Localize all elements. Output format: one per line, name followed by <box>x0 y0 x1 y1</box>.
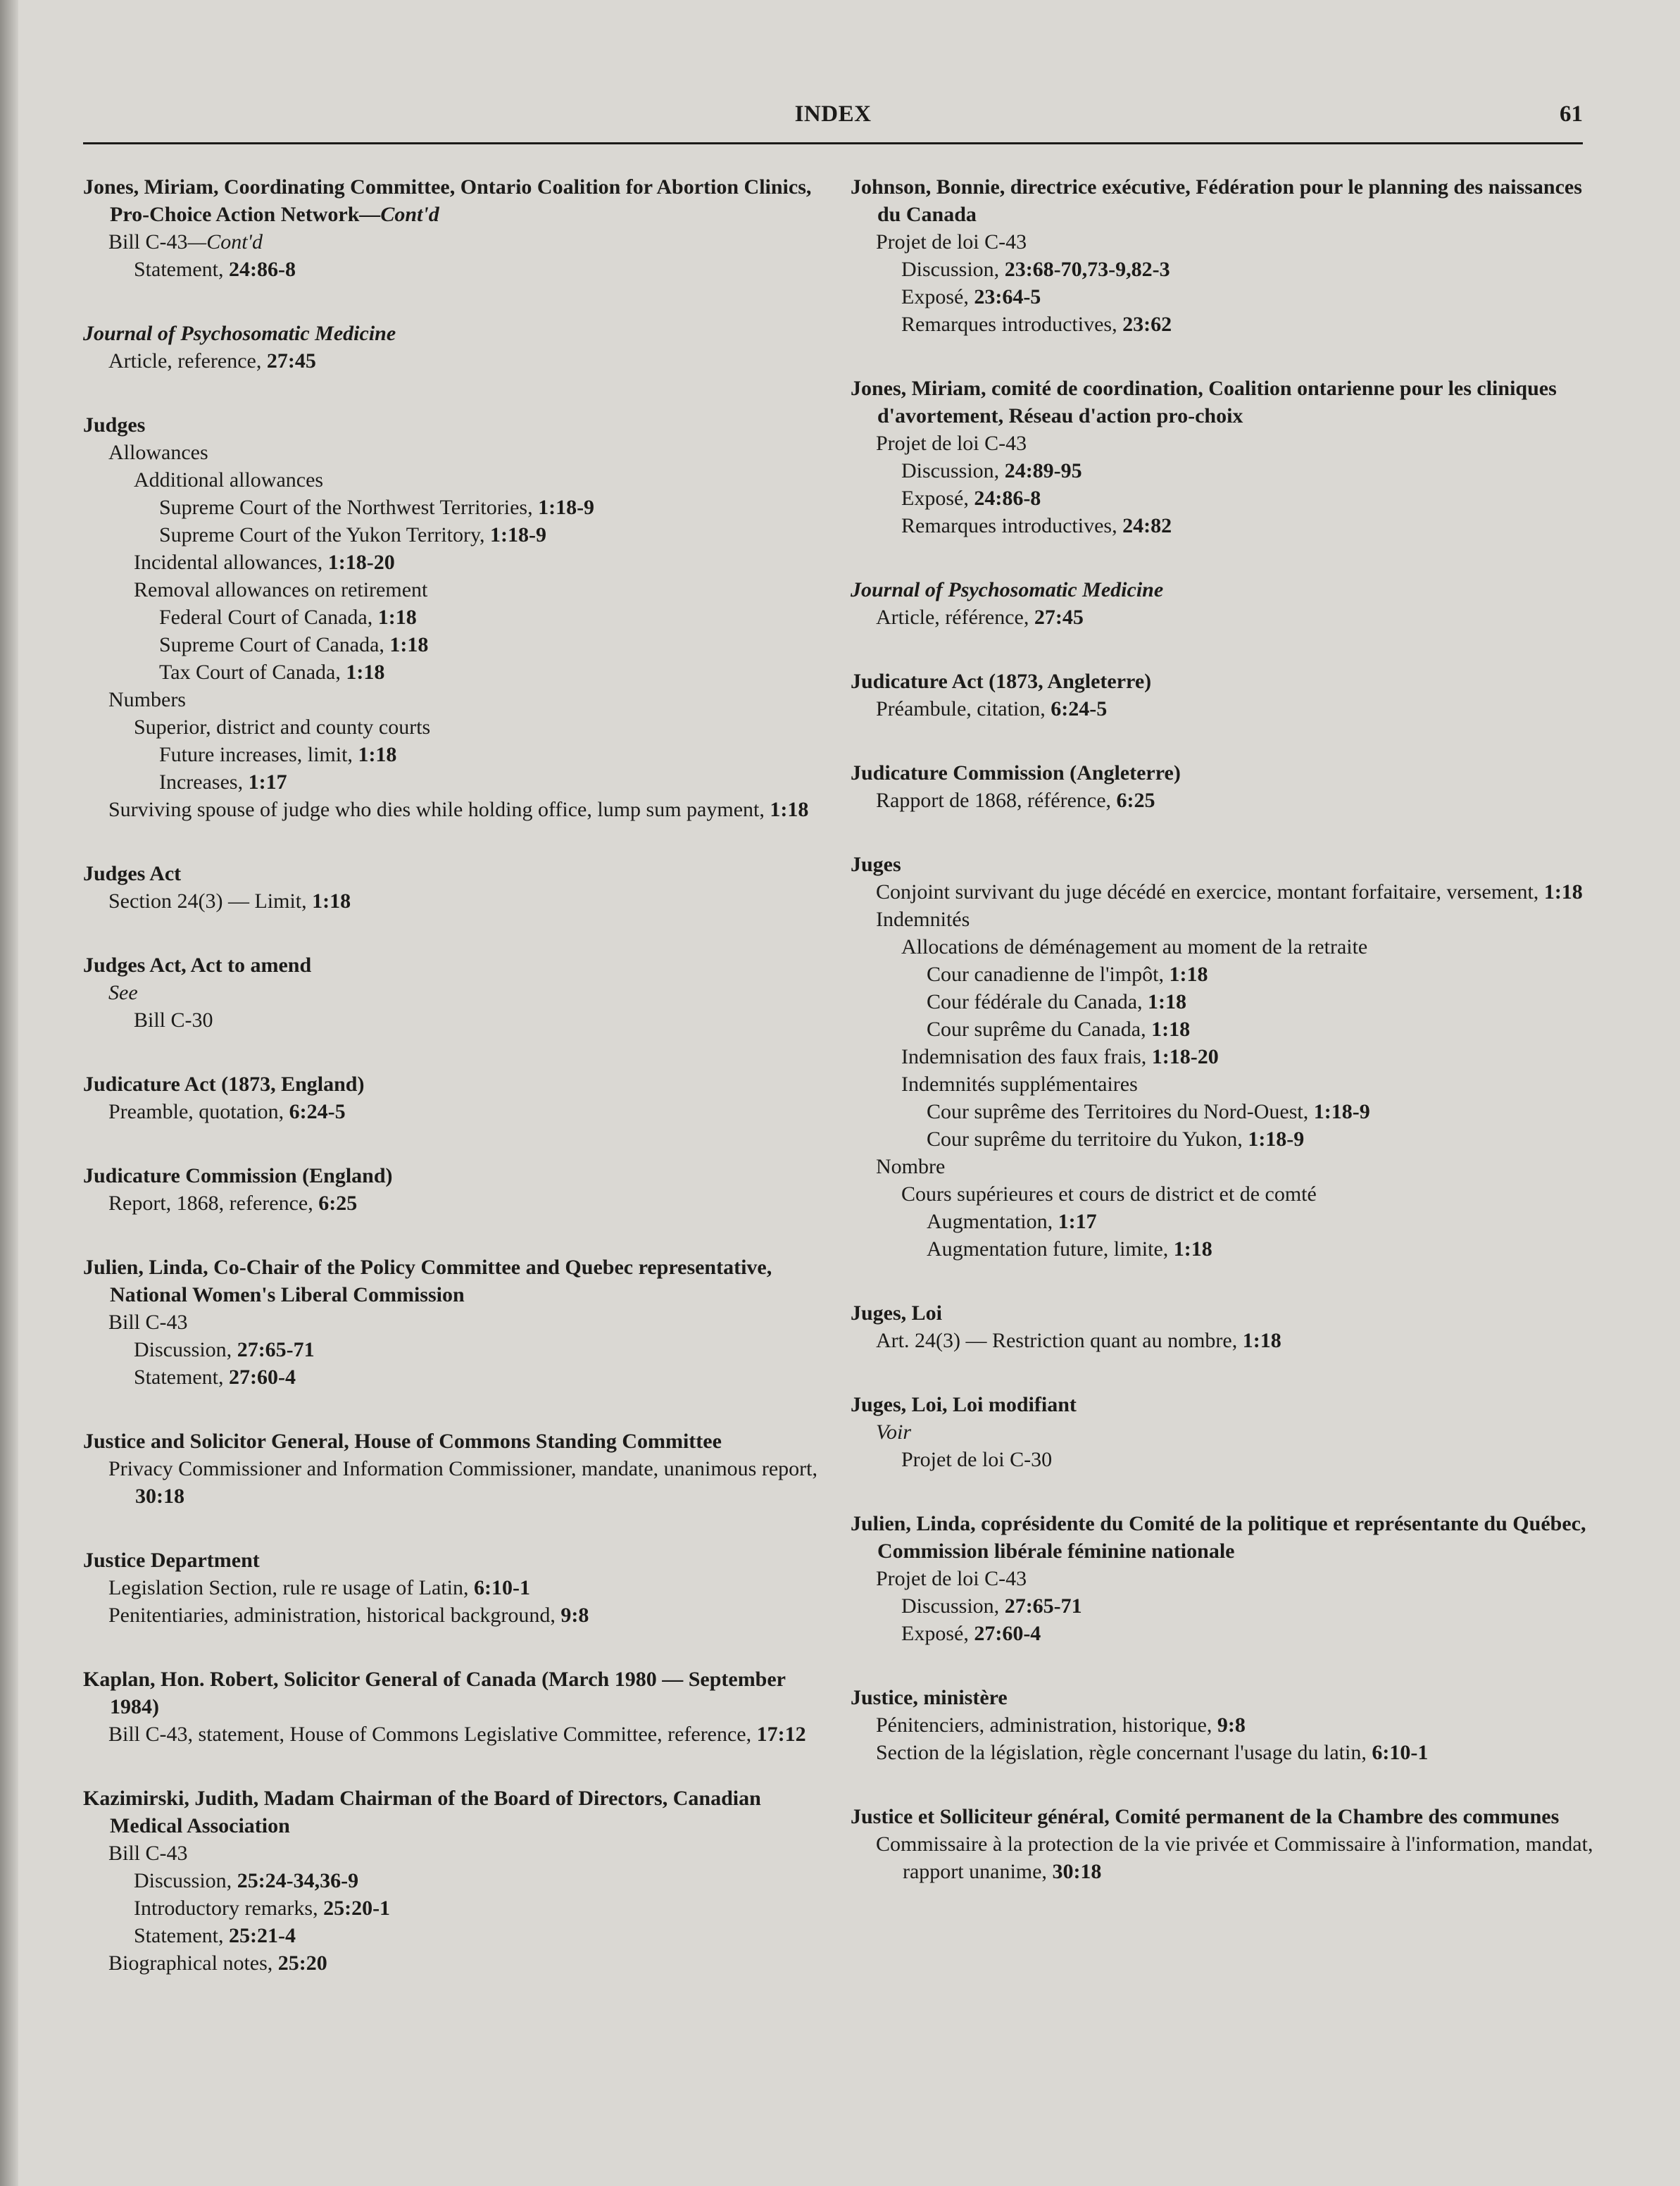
entry-heading-text: Justice, ministère <box>851 1686 1008 1709</box>
subline-text: Préambule, citation, <box>876 697 1051 720</box>
page-reference: 30:18 <box>135 1485 184 1508</box>
page-reference: 1:18-9 <box>1313 1100 1370 1123</box>
page-reference: 24:89-95 <box>1004 459 1082 482</box>
entry-heading <box>83 1162 831 1189</box>
entry-subline <box>851 1125 1598 1153</box>
index-entry <box>83 951 831 1034</box>
entry-subline <box>851 1592 1598 1620</box>
page-reference: 25:20 <box>277 1951 327 1975</box>
entry-subline <box>83 347 831 375</box>
entry-heading-text: Judicature Commission (Angleterre) <box>851 761 1181 785</box>
entry-heading <box>83 860 831 887</box>
subline-text: Bill C-43 <box>108 1311 188 1334</box>
subline-text: Discussion, <box>901 258 1005 281</box>
subline-text: Article, référence, <box>876 606 1034 629</box>
page-reference: 24:82 <box>1122 514 1172 537</box>
entry-subline <box>851 1098 1598 1125</box>
entry-subline <box>83 979 831 1006</box>
entry-subline <box>83 713 831 741</box>
entry-heading <box>851 576 1598 604</box>
page-reference: 23:68-70,73-9,82-3 <box>1004 258 1170 281</box>
page-reference: 27:60-4 <box>228 1366 296 1389</box>
index-entry <box>851 1391 1598 1473</box>
entry-subline <box>83 1363 831 1391</box>
page-reference: 27:65-71 <box>1004 1594 1082 1618</box>
subline-text: Statement, <box>134 258 229 281</box>
entry-subline <box>83 1720 831 1748</box>
entry-heading-text: Julien, Linda, Co-Chair of the Policy Committee and Quebec representative, National Women's Liberal Commission <box>83 1256 772 1306</box>
page-title: INDEX <box>794 101 872 127</box>
subline-text: See <box>108 981 138 1004</box>
subline-text: Report, 1868, reference, <box>108 1192 319 1215</box>
subline-text: Legislation Section, rule re usage of Latin, <box>108 1576 475 1599</box>
subline-text: Commissaire à la protection de la vie privée et Commissaire à l'information, mandat, rapport unanime, <box>876 1832 1593 1883</box>
entry-subline <box>83 466 831 494</box>
subline-text: Bill C-43 <box>108 1842 188 1865</box>
subline-text: Statement, <box>134 1924 229 1947</box>
index-entry <box>851 1299 1598 1354</box>
entry-subline <box>83 604 831 631</box>
entry-subline <box>83 631 831 658</box>
entry-heading-text: Judges <box>83 413 146 437</box>
subline-text: Tax Court of Canada, <box>159 661 346 684</box>
entry-subline <box>83 549 831 576</box>
entry-subline <box>83 1949 831 1977</box>
entry-subline <box>851 1830 1598 1885</box>
entry-heading-text: Judicature Commission (England) <box>83 1164 393 1187</box>
entry-subline <box>83 887 831 915</box>
subline-text: Cour suprême du territoire du Yukon, <box>927 1128 1248 1151</box>
page-reference: 1:18 <box>770 798 809 821</box>
page-reference: 9:8 <box>1217 1713 1246 1737</box>
subline-text: Supreme Court of Canada, <box>159 633 390 656</box>
page-reference: 1:18-9 <box>538 496 595 519</box>
subline-text: Projet de loi C-43 <box>876 230 1027 254</box>
entry-heading-text: Juges, Loi, Loi modifiant <box>851 1393 1077 1416</box>
subline-text: Supreme Court of the Northwest Territories, <box>159 496 539 519</box>
entry-subline <box>83 1098 831 1125</box>
subline-text: Bill C-43 <box>108 230 188 254</box>
page-reference: 1:18-9 <box>490 523 547 546</box>
page-reference: 1:18-20 <box>327 551 395 574</box>
entry-subline <box>83 1922 831 1949</box>
subline-text: Additional allowances <box>134 468 324 492</box>
entry-subline <box>851 485 1598 512</box>
entry-subline <box>851 256 1598 283</box>
page-reference: 1:18-9 <box>1248 1128 1305 1151</box>
entry-subline <box>851 988 1598 1016</box>
entry-subline <box>851 1153 1598 1180</box>
entry-subline <box>83 256 831 283</box>
subline-text: Discussion, <box>901 459 1005 482</box>
entry-subline <box>851 512 1598 539</box>
subline-text: Future increases, limit, <box>159 743 358 766</box>
entry-heading <box>851 1510 1598 1565</box>
page-reference: 1:18 <box>346 661 385 684</box>
page-reference: 1:18 <box>1173 1237 1212 1261</box>
entry-heading-text: Judges Act, Act to amend <box>83 954 312 977</box>
entry-subline <box>851 1565 1598 1592</box>
subline-text: Increases, <box>159 770 249 794</box>
subline-text: Conjoint survivant du juge décédé en exercice, montant forfaitaire, versement, <box>876 880 1544 904</box>
entry-heading-suffix: —Cont'd <box>359 203 439 226</box>
entry-heading <box>83 1785 831 1840</box>
page-reference: 6:25 <box>1116 789 1155 812</box>
subline-text: Augmentation, <box>927 1210 1058 1233</box>
entry-subline <box>83 1309 831 1336</box>
page-reference: 27:45 <box>266 349 316 373</box>
entry-subline <box>851 906 1598 933</box>
subline-text: Section 24(3) — Limit, <box>108 889 313 913</box>
subline-text: Indemnités <box>876 908 970 931</box>
page-reference: 1:18 <box>1151 1018 1191 1041</box>
entry-subline <box>83 1189 831 1217</box>
entry-heading-text: Judicature Act (1873, England) <box>83 1073 365 1096</box>
entry-heading <box>851 851 1598 878</box>
entry-heading <box>851 1299 1598 1327</box>
subline-text: Cour suprême du Canada, <box>927 1018 1152 1041</box>
page-reference: 25:20-1 <box>323 1897 391 1920</box>
entry-heading <box>851 668 1598 695</box>
entry-subline <box>83 521 831 549</box>
index-entry <box>83 1254 831 1391</box>
entry-subline <box>851 457 1598 485</box>
entry-heading-text: Justice Department <box>83 1549 260 1572</box>
entry-subline <box>851 1043 1598 1070</box>
subline-text: Section de la législation, règle concernant l'usage du latin, <box>876 1741 1372 1764</box>
entry-subline <box>83 658 831 686</box>
page-reference: 1:17 <box>1058 1210 1097 1233</box>
page-reference: 1:18 <box>1242 1329 1281 1352</box>
subline-text: Preamble, quotation, <box>108 1100 289 1123</box>
entry-heading-text: Johnson, Bonnie, directrice exécutive, Fédération pour le planning des naissances du Canada <box>851 175 1582 226</box>
entry-subline <box>851 1446 1598 1473</box>
entry-heading <box>851 375 1598 430</box>
entry-heading <box>851 1391 1598 1418</box>
subline-text: Art. 24(3) — Restriction quant au nombre, <box>876 1329 1243 1352</box>
page-header <box>83 99 1583 138</box>
entry-subline <box>851 228 1598 256</box>
entry-subline <box>851 961 1598 988</box>
index-column-left <box>83 173 831 2013</box>
page-reference: 6:25 <box>318 1192 358 1215</box>
entry-heading-text: Justice and Solicitor General, House of Commons Standing Committee <box>83 1430 722 1453</box>
entry-subline <box>83 494 831 521</box>
index-entry <box>851 173 1598 338</box>
page-reference: 1:18 <box>358 743 397 766</box>
page-reference: 1:18 <box>1543 880 1583 904</box>
subline-text: Incidental allowances, <box>134 551 328 574</box>
page-reference: 27:60-4 <box>974 1622 1041 1645</box>
entry-heading <box>851 1684 1598 1711</box>
entry-heading <box>83 1666 831 1720</box>
entry-subline <box>851 933 1598 961</box>
page-reference: 1:18 <box>377 606 417 629</box>
index-entry <box>851 668 1598 723</box>
page-number: 61 <box>1560 101 1583 127</box>
entry-subline <box>851 1208 1598 1235</box>
index-entry <box>851 1684 1598 1766</box>
entry-subline <box>851 311 1598 338</box>
subline-text: Supreme Court of the Yukon Territory, <box>159 523 491 546</box>
entry-subline <box>851 695 1598 723</box>
entry-heading <box>851 759 1598 787</box>
subline-text: Pénitenciers, administration, historique, <box>876 1713 1217 1737</box>
page-gutter-shadow <box>0 0 18 2186</box>
entry-subline <box>83 741 831 768</box>
entry-subline <box>851 1711 1598 1739</box>
subline-suffix: —Cont'd <box>187 230 263 254</box>
page-reference: 9:8 <box>560 1604 589 1627</box>
subline-text: Exposé, <box>901 487 974 510</box>
entry-subline <box>851 430 1598 457</box>
subline-text: Surviving spouse of judge who dies while holding office, lump sum payment, <box>108 798 770 821</box>
entry-subline <box>83 1601 831 1629</box>
index-column-right <box>851 173 1598 1922</box>
index-entry <box>851 375 1598 539</box>
subline-text: Cours supérieures et cours de district et de comté <box>901 1182 1317 1206</box>
entry-subline <box>851 1235 1598 1263</box>
entry-heading <box>83 1254 831 1309</box>
subline-text: Projet de loi C-43 <box>876 432 1027 455</box>
entry-subline <box>83 1006 831 1034</box>
subline-text: Bill C-30 <box>134 1008 213 1032</box>
entry-subline <box>83 439 831 466</box>
page-reference: 1:18 <box>312 889 351 913</box>
index-entry <box>851 1803 1598 1885</box>
subline-text: Allocations de déménagement au moment de la retraite <box>901 935 1368 958</box>
entry-subline <box>851 1418 1598 1446</box>
entry-subline <box>83 1867 831 1894</box>
entry-heading-text: Jones, Miriam, Coordinating Committee, Ontario Coalition for Abortion Clinics, Pro-Choice Action Network <box>83 175 812 226</box>
subline-text: Indemnisation des faux frais, <box>901 1045 1152 1068</box>
subline-text: Bill C-43, statement, House of Commons Legislative Committee, reference, <box>108 1723 757 1746</box>
entry-heading-text: Jones, Miriam, comité de coordination, Coalition ontarienne pour les cliniques d'avortement, Réseau d'action pro-choix <box>851 377 1557 427</box>
entry-subline <box>851 1620 1598 1647</box>
page-reference: 1:18 <box>389 633 429 656</box>
page-reference: 25:24-34,36-9 <box>237 1869 359 1892</box>
entry-subline <box>851 787 1598 814</box>
index-entry <box>83 411 831 823</box>
index-entry <box>83 1070 831 1125</box>
index-entry <box>83 1785 831 1977</box>
entry-subline <box>851 1016 1598 1043</box>
subline-text: Superior, district and county courts <box>134 716 431 739</box>
page-reference: 24:86-8 <box>228 258 296 281</box>
entry-heading-text: Juges <box>851 853 901 876</box>
entry-subline <box>83 1840 831 1867</box>
page-reference: 6:24-5 <box>289 1100 346 1123</box>
entry-subline <box>851 1739 1598 1766</box>
entry-subline <box>851 878 1598 906</box>
subline-text: Removal allowances on retirement <box>134 578 428 601</box>
page-reference: 17:12 <box>756 1723 806 1746</box>
entry-subline <box>851 604 1598 631</box>
subline-text: Augmentation future, limite, <box>927 1237 1174 1261</box>
page-reference: 25:21-4 <box>228 1924 296 1947</box>
entry-subline <box>83 1894 831 1922</box>
entry-heading-text: Journal of Psychosomatic Medicine <box>851 578 1164 601</box>
entry-subline <box>851 1327 1598 1354</box>
entry-heading <box>83 1428 831 1455</box>
subline-text: Remarques introductives, <box>901 514 1123 537</box>
subline-text: Penitentiaries, administration, historical background, <box>108 1604 561 1627</box>
entry-subline <box>83 228 831 256</box>
page-reference: 6:10-1 <box>1372 1741 1429 1764</box>
page-reference: 1:18 <box>1148 990 1187 1013</box>
entry-heading-text: Justice et Solliciteur général, Comité permanent de la Chambre des communes <box>851 1805 1560 1828</box>
subline-text: Nombre <box>876 1155 946 1178</box>
index-entry <box>83 1666 831 1748</box>
page-reference: 27:65-71 <box>237 1338 315 1361</box>
page-reference: 23:64-5 <box>974 285 1041 308</box>
entry-heading <box>83 1547 831 1574</box>
entry-subline <box>83 768 831 796</box>
subline-text: Rapport de 1868, référence, <box>876 789 1117 812</box>
subline-text: Discussion, <box>901 1594 1005 1618</box>
entry-heading <box>83 951 831 979</box>
index-entry <box>83 1547 831 1629</box>
entry-heading <box>83 320 831 347</box>
entry-heading <box>83 1070 831 1098</box>
index-entry <box>83 320 831 375</box>
subline-text: Projet de loi C-30 <box>901 1448 1053 1471</box>
subline-text: Article, reference, <box>108 349 267 373</box>
entry-heading-text: Julien, Linda, coprésidente du Comité de la politique et représentante du Québec, Commission libérale féminine nationale <box>851 1512 1586 1563</box>
header-rule <box>83 142 1583 144</box>
subline-text: Discussion, <box>134 1869 237 1892</box>
entry-subline <box>83 1336 831 1363</box>
index-entry <box>83 1428 831 1510</box>
entry-subline <box>83 576 831 604</box>
subline-text: Projet de loi C-43 <box>876 1567 1027 1590</box>
entry-subline <box>83 686 831 713</box>
page-reference: 30:18 <box>1052 1860 1102 1883</box>
page-reference: 6:24-5 <box>1051 697 1108 720</box>
entry-subline <box>83 1455 831 1510</box>
page-reference: 27:45 <box>1034 606 1084 629</box>
subline-text: Discussion, <box>134 1338 237 1361</box>
page-reference: 6:10-1 <box>474 1576 530 1599</box>
index-entry <box>851 759 1598 814</box>
index-entry <box>83 173 831 283</box>
entry-heading-text: Journal of Psychosomatic Medicine <box>83 322 396 345</box>
subline-text: Privacy Commissioner and Information Commissioner, mandate, unanimous report, <box>108 1457 817 1480</box>
subline-text: Exposé, <box>901 1622 974 1645</box>
subline-text: Remarques introductives, <box>901 313 1123 336</box>
page-reference: 1:17 <box>248 770 287 794</box>
subline-text: Exposé, <box>901 285 974 308</box>
entry-subline <box>83 796 831 823</box>
page-reference: 1:18 <box>1169 963 1208 986</box>
index-entry <box>83 860 831 915</box>
index-entry <box>83 1162 831 1217</box>
entry-heading <box>83 411 831 439</box>
entry-heading-text: Judges Act <box>83 862 182 885</box>
subline-text: Cour fédérale du Canada, <box>927 990 1148 1013</box>
page-reference: 1:18-20 <box>1151 1045 1219 1068</box>
subline-text: Introductory remarks, <box>134 1897 324 1920</box>
page-reference: 24:86-8 <box>974 487 1041 510</box>
index-entry <box>851 1510 1598 1647</box>
entry-heading-text: Kaplan, Hon. Robert, Solicitor General of Canada (March 1980 — September 1984) <box>83 1668 786 1718</box>
entry-heading-text: Kazimirski, Judith, Madam Chairman of the Board of Directors, Canadian Medical Association <box>83 1787 761 1837</box>
entry-subline <box>851 283 1598 311</box>
entry-heading-text: Juges, Loi <box>851 1301 943 1325</box>
subline-text: Statement, <box>134 1366 229 1389</box>
index-entry <box>851 851 1598 1263</box>
subline-text: Indemnités supplémentaires <box>901 1073 1138 1096</box>
entry-subline <box>851 1070 1598 1098</box>
subline-text: Voir <box>876 1420 912 1444</box>
subline-text: Biographical notes, <box>108 1951 278 1975</box>
entry-subline <box>851 1180 1598 1208</box>
index-entry <box>851 576 1598 631</box>
entry-heading <box>851 1803 1598 1830</box>
subline-text: Cour canadienne de l'impôt, <box>927 963 1170 986</box>
entry-subline <box>83 1574 831 1601</box>
subline-text: Numbers <box>108 688 186 711</box>
subline-text: Allowances <box>108 441 208 464</box>
page-reference: 23:62 <box>1122 313 1172 336</box>
entry-heading <box>83 173 831 228</box>
entry-heading-text: Judicature Act (1873, Angleterre) <box>851 670 1152 693</box>
subline-text: Cour suprême des Territoires du Nord-Ouest, <box>927 1100 1314 1123</box>
entry-heading <box>851 173 1598 228</box>
subline-text: Federal Court of Canada, <box>159 606 378 629</box>
